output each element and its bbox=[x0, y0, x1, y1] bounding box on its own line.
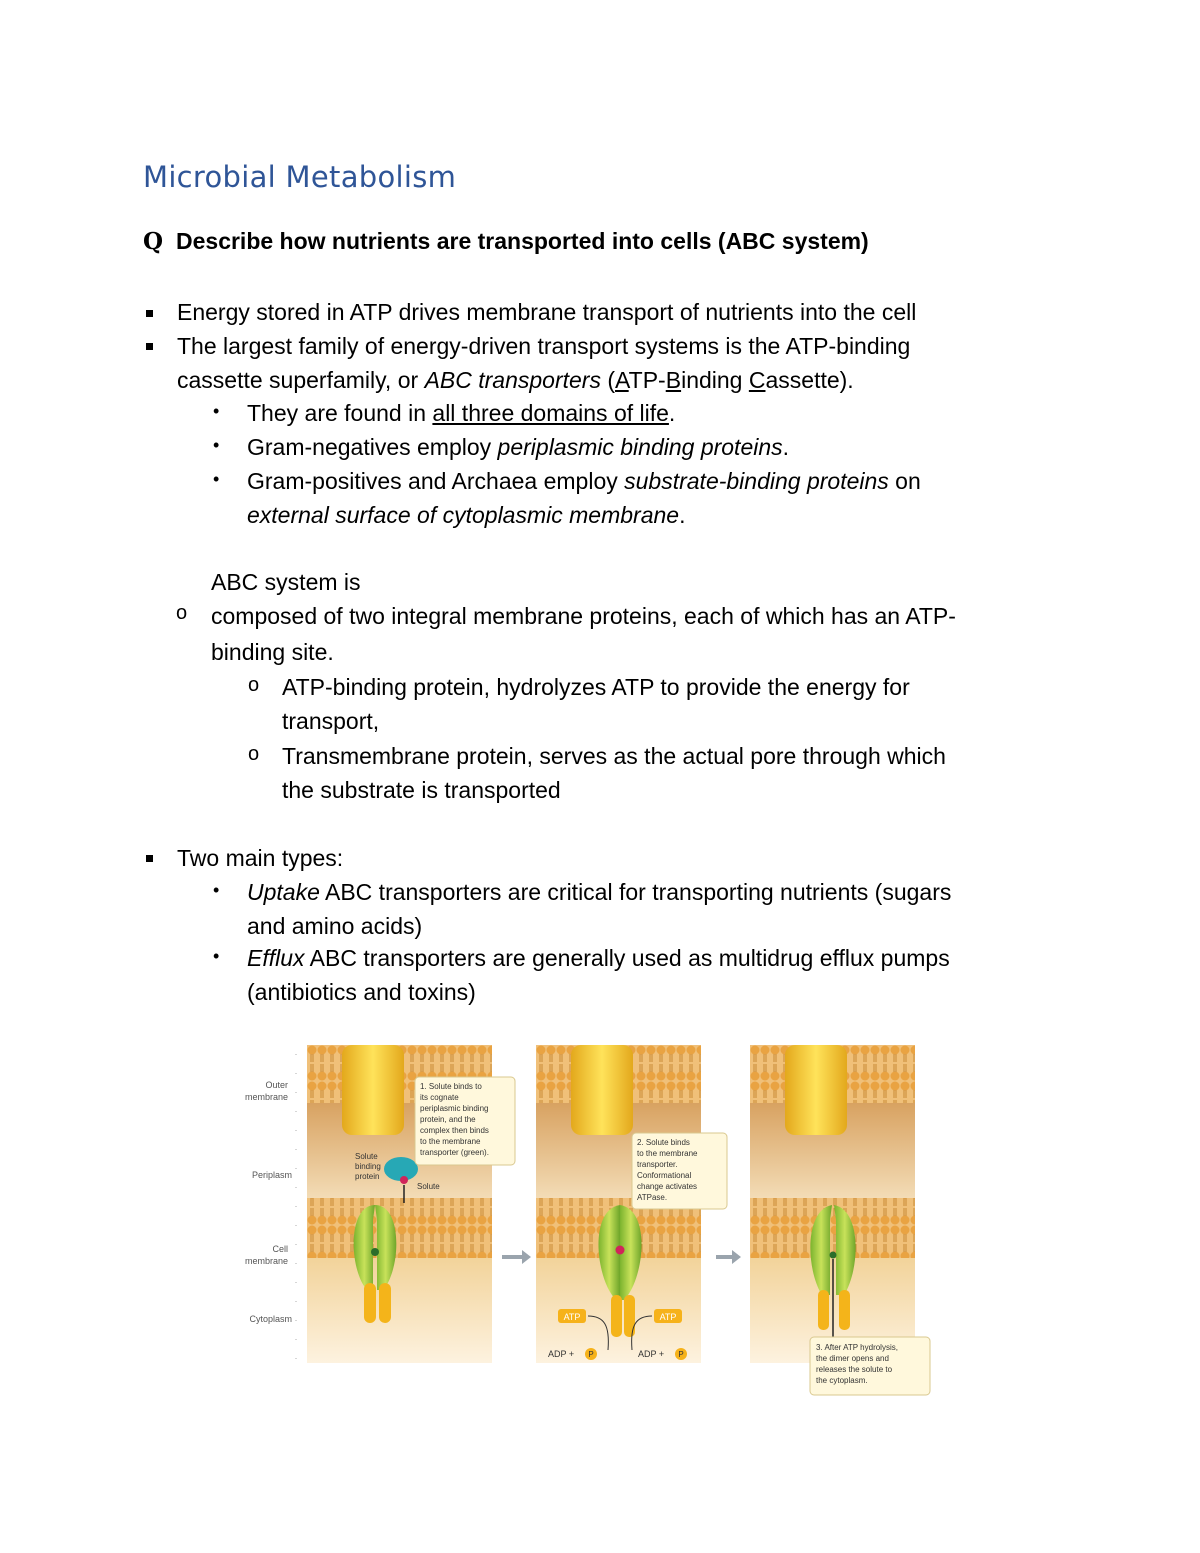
svg-text:to the membrane: to the membrane bbox=[420, 1137, 481, 1146]
svg-text:Conformational: Conformational bbox=[637, 1171, 692, 1180]
abc-atp-binding-protein: ATP-binding protein, hydrolyzes ATP to provide the energy for bbox=[282, 674, 910, 700]
svg-text:binding: binding bbox=[355, 1162, 381, 1171]
svg-text:3. After ATP hydrolysis,: 3. After ATP hydrolysis, bbox=[816, 1343, 898, 1352]
svg-text:ATPase.: ATPase. bbox=[637, 1193, 668, 1202]
svg-text:2. Solute binds: 2. Solute binds bbox=[637, 1138, 690, 1147]
svg-text:to the membrane: to the membrane bbox=[637, 1149, 698, 1158]
periplasm-label: Periplasm bbox=[251, 1170, 292, 1180]
cell-membrane-label-1: Cell bbox=[272, 1244, 288, 1254]
arrow-right-icon bbox=[716, 1250, 741, 1264]
sub-bullet-domains: They are found in all three domains of life. bbox=[247, 400, 676, 426]
dot-bullet-icon: • bbox=[213, 401, 220, 421]
type-uptake-cont: and amino acids) bbox=[247, 913, 423, 939]
svg-text:ATP: ATP bbox=[659, 1312, 677, 1322]
question-mark: Q bbox=[143, 228, 164, 255]
svg-text:protein: protein bbox=[355, 1172, 380, 1181]
circle-bullet-icon: o bbox=[248, 743, 260, 765]
square-bullet-icon bbox=[146, 855, 153, 862]
svg-text:transporter (green).: transporter (green). bbox=[420, 1148, 489, 1157]
circle-bullet-icon: o bbox=[248, 674, 260, 696]
dot-bullet-icon: • bbox=[213, 469, 220, 489]
type-efflux: Efflux ABC transporters are generally used as multidrug efflux pumps bbox=[247, 945, 950, 971]
square-bullet-icon bbox=[146, 310, 153, 317]
abc-intro: ABC system is bbox=[211, 569, 361, 595]
svg-text:change activates: change activates bbox=[637, 1182, 698, 1191]
abc-composed-cont: binding site. bbox=[211, 639, 334, 665]
svg-text:periplasmic binding: periplasmic binding bbox=[420, 1104, 489, 1113]
dot-bullet-icon: • bbox=[213, 946, 220, 966]
abc-atp-binding-protein-cont: transport, bbox=[282, 708, 380, 734]
svg-text:P: P bbox=[678, 1350, 684, 1359]
outer-membrane-label-2: membrane bbox=[244, 1092, 288, 1102]
porin-icon bbox=[342, 1045, 404, 1135]
abc-transmembrane-protein: Transmembrane protein, serves as the actual pore through which bbox=[282, 743, 946, 769]
type-uptake: Uptake ABC transporters are critical for transporting nutrients (sugars bbox=[247, 879, 952, 905]
dot-bullet-icon: • bbox=[213, 435, 220, 455]
dot-bullet-icon: • bbox=[213, 880, 220, 900]
sub-bullet-gram-negatives: Gram-negatives employ periplasmic binding proteins. bbox=[247, 434, 790, 460]
svg-text:1. Solute binds to: 1. Solute binds to bbox=[420, 1082, 482, 1091]
svg-text:its cognate: its cognate bbox=[420, 1093, 459, 1102]
bullet-two-types: Two main types: bbox=[177, 845, 344, 871]
svg-text:protein, and the: protein, and the bbox=[420, 1115, 476, 1124]
abc-transmembrane-protein-cont: the substrate is transported bbox=[282, 777, 561, 803]
outer-membrane-label-1: Outer bbox=[265, 1080, 288, 1090]
porin-icon bbox=[571, 1045, 633, 1135]
circle-bullet-icon: o bbox=[176, 602, 188, 624]
abc-transport-figure bbox=[230, 1040, 950, 1410]
sub-bullet-gram-positives: Gram-positives and Archaea employ substrate-binding proteins on bbox=[247, 468, 921, 494]
panel-3 bbox=[750, 1045, 930, 1395]
abc-composed: composed of two integral membrane proteins, each of which has an ATP- bbox=[211, 603, 956, 629]
question-text: Describe how nutrients are transported into cells (ABC system) bbox=[176, 228, 869, 254]
svg-text:transporter.: transporter. bbox=[637, 1160, 678, 1169]
svg-text:ADP +: ADP + bbox=[548, 1349, 575, 1359]
page-title: Microbial Metabolism bbox=[143, 160, 457, 194]
bullet-energy: Energy stored in ATP drives membrane transport of nutrients into the cell bbox=[177, 299, 917, 325]
bullet-largest-family: The largest family of energy-driven transport systems is the ATP-binding bbox=[177, 333, 911, 359]
sub-bullet-gram-positives-cont: external surface of cytoplasmic membrane. bbox=[247, 502, 686, 528]
svg-text:releases the solute to: releases the solute to bbox=[816, 1365, 893, 1374]
compartment-labels bbox=[245, 1054, 296, 1360]
square-bullet-icon bbox=[146, 343, 153, 350]
question bbox=[143, 228, 869, 255]
svg-text:complex then binds: complex then binds bbox=[420, 1126, 489, 1135]
panel-2 bbox=[536, 1045, 727, 1363]
svg-text:the cytoplasm.: the cytoplasm. bbox=[816, 1376, 868, 1385]
svg-text:Solute: Solute bbox=[417, 1182, 440, 1191]
arrow-right-icon bbox=[502, 1250, 531, 1264]
cell-membrane-label-2: membrane bbox=[244, 1256, 288, 1266]
porin-icon bbox=[785, 1045, 847, 1135]
panel-1 bbox=[307, 1045, 515, 1363]
svg-text:ATP: ATP bbox=[563, 1312, 581, 1322]
bullet-largest-family-cont: cassette superfamily, or ABC transporters (ATP-Binding Cassette). bbox=[177, 367, 854, 393]
svg-text:Solute: Solute bbox=[355, 1152, 378, 1161]
type-efflux-cont: (antibiotics and toxins) bbox=[247, 979, 476, 1005]
svg-text:the dimer opens and: the dimer opens and bbox=[816, 1354, 889, 1363]
cytoplasm-label: Cytoplasm bbox=[249, 1314, 292, 1324]
svg-text:ADP +: ADP + bbox=[638, 1349, 665, 1359]
svg-text:P: P bbox=[588, 1350, 594, 1359]
